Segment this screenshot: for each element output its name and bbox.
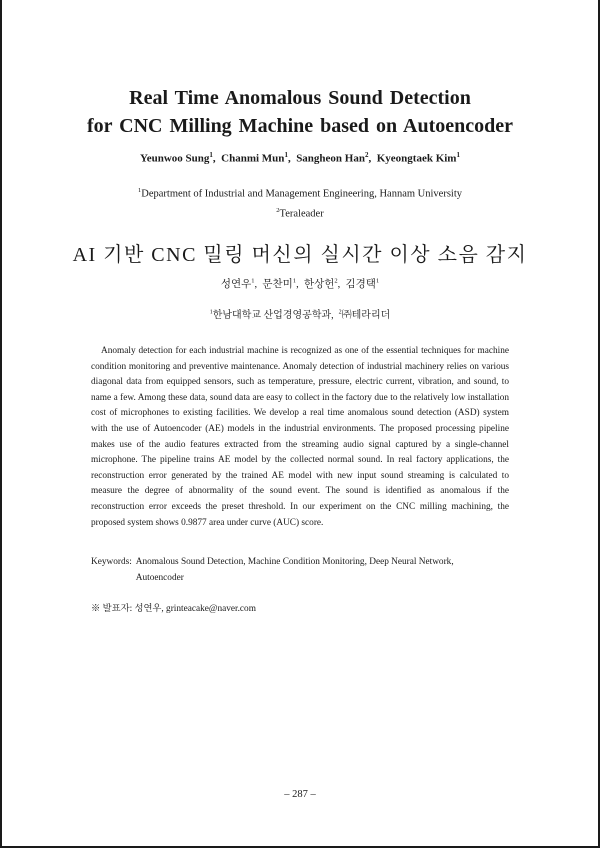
affiliation-mark: 2 bbox=[338, 309, 342, 316]
keywords-label: Keywords: bbox=[91, 557, 132, 567]
author-name-ko: 문찬미 bbox=[262, 279, 293, 290]
author-affiliation-mark: 1 bbox=[456, 151, 460, 159]
author-affiliation-mark: 1 bbox=[284, 151, 288, 159]
affiliations-english bbox=[40, 183, 560, 222]
title-korean: AI 기반 CNC 밀링 머신의 실시간 이상 소음 감지 bbox=[72, 244, 528, 266]
title-english bbox=[40, 84, 560, 140]
author-affiliation-mark: 1 bbox=[375, 277, 380, 285]
affiliation-mark: 1 bbox=[209, 309, 213, 316]
affiliation-text: Teraleader bbox=[279, 208, 324, 219]
affiliation-text: Department of Industrial and Management Engineering, Hannam University bbox=[141, 188, 462, 200]
author-affiliation-mark: 2 bbox=[364, 151, 369, 159]
author-affiliation-mark: 1 bbox=[251, 277, 255, 285]
author-name: Kyeongtaek Kim bbox=[376, 152, 457, 165]
author-affiliation-mark: 1 bbox=[209, 151, 213, 159]
affiliation-text-ko: 한남대학교 산업경영공학과 bbox=[212, 310, 332, 321]
affiliation-mark: 2 bbox=[276, 206, 280, 214]
affiliation-line bbox=[40, 183, 560, 203]
authors-english: Yeunwoo Sung$^1$, Chanmi Mun$^1$, Sangheon Han$^2$, Kyeongtaek Kim$^1$ bbox=[140, 151, 460, 165]
title-english-line-1: Real Time Anomalous Sound Detection bbox=[129, 87, 471, 109]
author-name-ko: 한상헌 bbox=[303, 279, 335, 290]
keywords-line-2: Autoencoder bbox=[135, 573, 184, 583]
author-name-ko: 김경택 bbox=[345, 279, 376, 290]
keywords-list bbox=[136, 554, 521, 586]
keywords-section bbox=[91, 554, 521, 586]
author-name-ko: 성연우 bbox=[220, 279, 252, 290]
authors-korean: 성연우$^1$, 문찬미$^1$, 한상헌$^2$, 김경택$^1$ bbox=[220, 277, 380, 290]
affiliation-mark: 1 bbox=[138, 187, 142, 194]
author-name: Yeunwoo Sung bbox=[140, 152, 210, 165]
affiliation-text-ko: ㈜테라리더 bbox=[341, 310, 391, 321]
page-number: – 287 – bbox=[284, 789, 316, 800]
affiliation-line bbox=[40, 203, 560, 223]
abstract-paragraph: Anomaly detection for each industrial machine is recognized as one of the essential techniques for machine condition monitoring and preventive maintenance. Anomaly detection of industrial machinery relies on various diagonal data from equipped sensors, such as temperature, pressure, electric current, vibration, and sound, to name a few. Among these data, sound data are easy to collect in the factory due to the relatively low installation cost of microphones to existing facilities. We develop a real time anomalous sound detection (ASD) system with the use of Autoencoder (AE) models in the industrial environments. The proposed processing pipeline makes use of the audio features extracted from the streaming audio signal captured by a single-channel microphone. The pipeline trains AE model by the collected normal sound. In real factory applications, the reconstruction error generated by the trained AE model with new input sound streaming is calculated to measure the degree of abnormality of the sound event. The sound is identified as anomalous if the reconstruction error exceeds the preset threshold. In our experiment on the CNC milling machining, the proposed system shows 0.9877 area under curve (AUC) score. bbox=[91, 346, 509, 528]
presenter-note: ※ 발표자: 성연우, grinteacake@naver.com bbox=[91, 604, 256, 614]
affiliations-korean: $^1$한남대학교 산업경영공학과, $^2$㈜테라리더 bbox=[209, 309, 391, 321]
title-english-line-2: for CNC Milling Machine based on Autoencoder bbox=[86, 115, 514, 137]
author-affiliation-mark: 2 bbox=[334, 277, 338, 285]
keywords-line-1: Anomalous Sound Detection, Machine Condition Monitoring, Deep Neural Network, bbox=[135, 557, 454, 567]
page-border-left bbox=[0, 0, 2, 848]
author-affiliation-mark: 1 bbox=[292, 277, 297, 285]
author-name: Sangheon Han bbox=[296, 152, 365, 165]
author-name: Chanmi Mun bbox=[221, 152, 285, 165]
